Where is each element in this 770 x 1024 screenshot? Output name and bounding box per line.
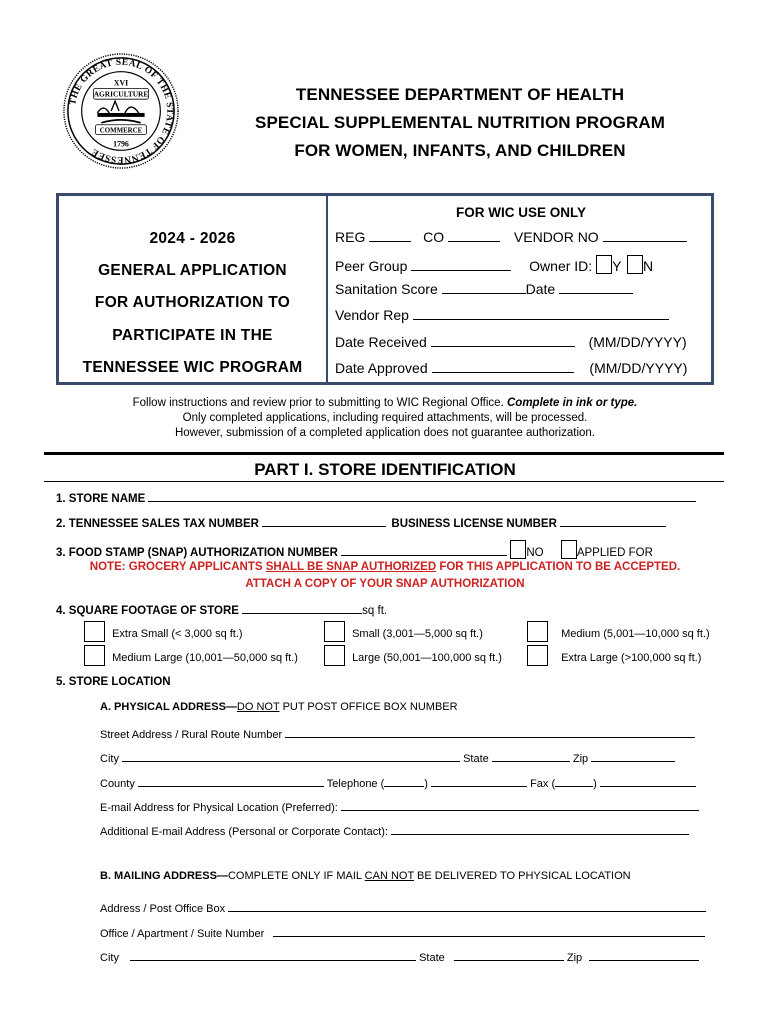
vendor-no-label: VENDOR NO bbox=[513, 229, 599, 245]
reg-label: REG bbox=[335, 229, 366, 245]
instructions-line-2: Only completed applications, including required attachments, will be processed. bbox=[182, 412, 588, 424]
email2-label: Additional E-mail Address (Personal or Corporate Contact): bbox=[100, 826, 388, 838]
mailing-office-label: Office / Apartment / Suite Number bbox=[100, 928, 265, 940]
square-footage-label: 4. SQUARE FOOTAGE OF STORE bbox=[56, 605, 239, 617]
date-received-label: Date Received bbox=[335, 334, 427, 350]
store-name-label: 1. STORE NAME bbox=[56, 493, 146, 505]
mailing-city-label: City bbox=[100, 952, 119, 964]
mailing-state-label: State bbox=[419, 952, 445, 964]
mailing-heading-label: B. MAILING ADDRESS— bbox=[100, 870, 228, 882]
header-line-1: TENNESSEE DEPARTMENT OF HEALTH bbox=[295, 85, 625, 104]
street-address-label: Street Address / Rural Route Number bbox=[100, 729, 283, 741]
physical-address-heading bbox=[100, 701, 458, 713]
snap-applied-label: APPLIED FOR bbox=[576, 547, 653, 559]
date-approved-field[interactable] bbox=[432, 360, 574, 373]
medium-checkbox[interactable] bbox=[527, 621, 548, 642]
snap-no-checkbox[interactable] bbox=[510, 540, 526, 559]
reg-field[interactable] bbox=[369, 229, 411, 242]
snap-number-field[interactable] bbox=[341, 543, 507, 556]
street-address-field[interactable] bbox=[285, 725, 695, 738]
application-title-line-2: FOR AUTHORIZATION TO bbox=[94, 294, 291, 311]
medium-large-checkbox[interactable] bbox=[84, 645, 105, 666]
date-approved-label: Date Approved bbox=[335, 360, 428, 376]
sanitation-date-label: Date bbox=[525, 281, 556, 297]
mailing-address-field[interactable] bbox=[228, 899, 706, 912]
zip-field[interactable] bbox=[591, 749, 675, 762]
part1-title: PART I. STORE IDENTIFICATION bbox=[254, 460, 516, 479]
owner-id-y-checkbox[interactable] bbox=[596, 255, 612, 274]
extra-large-label: Extra Large (>100,000 sq ft.) bbox=[561, 652, 702, 664]
email2-field[interactable] bbox=[391, 822, 689, 835]
mailing-address-heading bbox=[100, 870, 631, 882]
small-label: Small (3,001—5,000 sq ft.) bbox=[352, 628, 483, 640]
telephone-area-field[interactable] bbox=[384, 774, 424, 787]
wic-use-heading: FOR WIC USE ONLY bbox=[455, 205, 586, 220]
mailing-city-field[interactable] bbox=[130, 948, 416, 961]
mailing-office-row bbox=[100, 924, 705, 940]
vendor-no-field[interactable] bbox=[603, 229, 687, 242]
mailing-heading-suffix: BE DELIVERED TO PHYSICAL LOCATION bbox=[417, 870, 631, 882]
state-field[interactable] bbox=[492, 749, 570, 762]
part1-top-rule bbox=[44, 452, 724, 455]
peer-group-field[interactable] bbox=[411, 258, 511, 271]
date-received-format: (MM/DD/YYYY) bbox=[588, 334, 687, 350]
header-line-3: FOR WOMEN, INFANTS, AND CHILDREN bbox=[294, 141, 626, 160]
mailing-address-label: Address / Post Office Box bbox=[100, 903, 226, 915]
email-field[interactable] bbox=[341, 798, 699, 811]
size-medium[interactable] bbox=[527, 621, 710, 642]
size-extra-small[interactable] bbox=[84, 621, 243, 642]
physical-heading-label: A. PHYSICAL ADDRESS— bbox=[100, 701, 237, 713]
snap-no-label: NO bbox=[526, 547, 544, 559]
instructions-line-1 bbox=[60, 397, 710, 409]
physical-heading-suffix: PUT POST OFFICE BOX NUMBER bbox=[282, 701, 458, 713]
sqft-label: sq ft. bbox=[362, 605, 388, 617]
header-line-2: SPECIAL SUPPLEMENTAL NUTRITION PROGRAM bbox=[255, 113, 665, 132]
seal-commerce: COMMERCE bbox=[99, 127, 143, 135]
fax-label: Fax ( bbox=[530, 778, 556, 790]
size-extra-large[interactable] bbox=[527, 645, 701, 666]
owner-id-n-checkbox[interactable] bbox=[627, 255, 643, 274]
box-divider bbox=[326, 196, 328, 382]
small-checkbox[interactable] bbox=[324, 621, 345, 642]
date-received-field[interactable] bbox=[431, 334, 575, 347]
mailing-heading-emphasis: CAN NOT bbox=[364, 870, 414, 882]
physical-heading-emphasis: DO NOT bbox=[236, 701, 280, 713]
mailing-zip-field[interactable] bbox=[589, 948, 699, 961]
wic-row-peer bbox=[335, 255, 653, 274]
mailing-state-field[interactable] bbox=[454, 948, 564, 961]
item-store-location: 5. STORE LOCATION bbox=[56, 676, 171, 688]
instructions-line-3: However, submission of a completed application does not guarantee authorization. bbox=[174, 427, 595, 439]
store-name-field[interactable] bbox=[148, 489, 696, 502]
snap-applied-checkbox[interactable] bbox=[561, 540, 577, 559]
mailing-city-row bbox=[100, 948, 699, 964]
vendor-rep-label: Vendor Rep bbox=[335, 307, 409, 323]
part1-bottom-rule bbox=[44, 481, 724, 482]
business-license-field[interactable] bbox=[560, 514, 666, 527]
size-small[interactable] bbox=[324, 621, 483, 642]
county-phone-fax-row bbox=[100, 774, 696, 790]
application-title-line-4: TENNESSEE WIC PROGRAM bbox=[82, 359, 303, 376]
snap-number-label: 3. FOOD STAMP (SNAP) AUTHORIZATION NUMBER bbox=[56, 547, 338, 559]
item-tax-number bbox=[56, 514, 666, 530]
mailing-office-field[interactable] bbox=[273, 924, 705, 937]
seal-agriculture: AGRICULTURE bbox=[93, 89, 149, 99]
fax-field[interactable] bbox=[600, 774, 696, 787]
state-label: State bbox=[463, 753, 489, 765]
wic-row-date-approved bbox=[335, 360, 687, 376]
medium-large-label: Medium Large (10,001—50,000 sq ft.) bbox=[112, 652, 298, 664]
owner-id-y-label: Y bbox=[612, 258, 622, 274]
item-snap-number bbox=[56, 540, 653, 559]
email-label: E-mail Address for Physical Location (Preferred): bbox=[100, 802, 338, 814]
wic-row-reg bbox=[335, 229, 687, 245]
size-medium-large[interactable] bbox=[84, 645, 298, 666]
sanitation-label: Sanitation Score bbox=[335, 281, 438, 297]
email2-row bbox=[100, 822, 689, 838]
zip-label: Zip bbox=[572, 753, 589, 765]
county-label: County bbox=[100, 778, 135, 790]
instructions-emphasis: Complete in ink or type. bbox=[506, 397, 638, 409]
sanitation-date-field[interactable] bbox=[559, 281, 633, 294]
large-checkbox[interactable] bbox=[324, 645, 345, 666]
application-title-line-1: GENERAL APPLICATION bbox=[98, 262, 287, 279]
peer-group-label: Peer Group bbox=[335, 258, 408, 274]
tax-number-field[interactable] bbox=[262, 514, 386, 527]
snap-note-line-2: ATTACH A COPY OF YOUR SNAP AUTHORIZATION bbox=[245, 578, 525, 590]
city-state-zip-row bbox=[100, 749, 675, 765]
county-field[interactable] bbox=[138, 774, 324, 787]
square-footage-field[interactable] bbox=[242, 601, 362, 614]
co-field[interactable] bbox=[448, 229, 500, 242]
street-address-row bbox=[100, 725, 695, 741]
application-years: 2024 - 2026 bbox=[149, 230, 236, 247]
note-prefix: NOTE: GROCERY APPLICANTS bbox=[89, 561, 263, 573]
item-store-name bbox=[56, 489, 696, 505]
instructions-text: Follow instructions and review prior to submitting to WIC Regional Office. bbox=[132, 397, 504, 409]
date-approved-format: (MM/DD/YYYY) bbox=[589, 360, 688, 376]
snap-note-line-1 bbox=[0, 561, 770, 573]
note-suffix: FOR THIS APPLICATION TO BE ACCEPTED. bbox=[439, 561, 681, 573]
medium-label: Medium (5,001—10,000 sq ft.) bbox=[561, 628, 710, 640]
fax-area-field[interactable] bbox=[555, 774, 593, 787]
owner-id-n-label: N bbox=[643, 258, 654, 274]
tax-number-label: 2. TENNESSEE SALES TAX NUMBER bbox=[56, 518, 259, 530]
size-large[interactable] bbox=[324, 645, 502, 666]
mailing-zip-label: Zip bbox=[566, 952, 583, 964]
seal-roman: XVI bbox=[113, 78, 129, 88]
fax-paren: ) bbox=[593, 778, 597, 790]
co-label: CO bbox=[423, 229, 445, 245]
wic-row-date-received bbox=[335, 334, 687, 350]
wic-row-sanitation bbox=[335, 281, 633, 297]
seal-year: 1796 bbox=[113, 139, 129, 149]
extra-small-label: Extra Small (< 3,000 sq ft.) bbox=[112, 628, 243, 640]
city-field[interactable] bbox=[122, 749, 460, 762]
item-square-footage bbox=[56, 601, 387, 617]
large-label: Large (50,001—100,000 sq ft.) bbox=[352, 652, 502, 664]
owner-id-label: Owner ID: bbox=[529, 258, 593, 274]
note-emphasis: SHALL BE SNAP AUTHORIZED bbox=[265, 561, 437, 573]
wic-row-vendor-rep bbox=[335, 307, 669, 323]
mailing-heading-text: COMPLETE ONLY IF MAIL bbox=[227, 870, 362, 882]
telephone-paren: ) bbox=[424, 778, 428, 790]
telephone-label: Telephone ( bbox=[326, 778, 385, 790]
telephone-field[interactable] bbox=[431, 774, 527, 787]
extra-large-checkbox[interactable] bbox=[527, 645, 548, 666]
email-row bbox=[100, 798, 699, 814]
extra-small-checkbox[interactable] bbox=[84, 621, 105, 642]
vendor-rep-field[interactable] bbox=[413, 307, 669, 320]
seal-ring-text: THE GREAT SEAL OF THE STATE OF TENNESSEE bbox=[68, 57, 175, 165]
business-license-label: BUSINESS LICENSE NUMBER bbox=[391, 518, 557, 530]
application-title-line-3: PARTICIPATE IN THE bbox=[112, 327, 273, 344]
city-label: City bbox=[100, 753, 119, 765]
sanitation-field[interactable] bbox=[442, 281, 526, 294]
mailing-address-row bbox=[100, 899, 706, 915]
